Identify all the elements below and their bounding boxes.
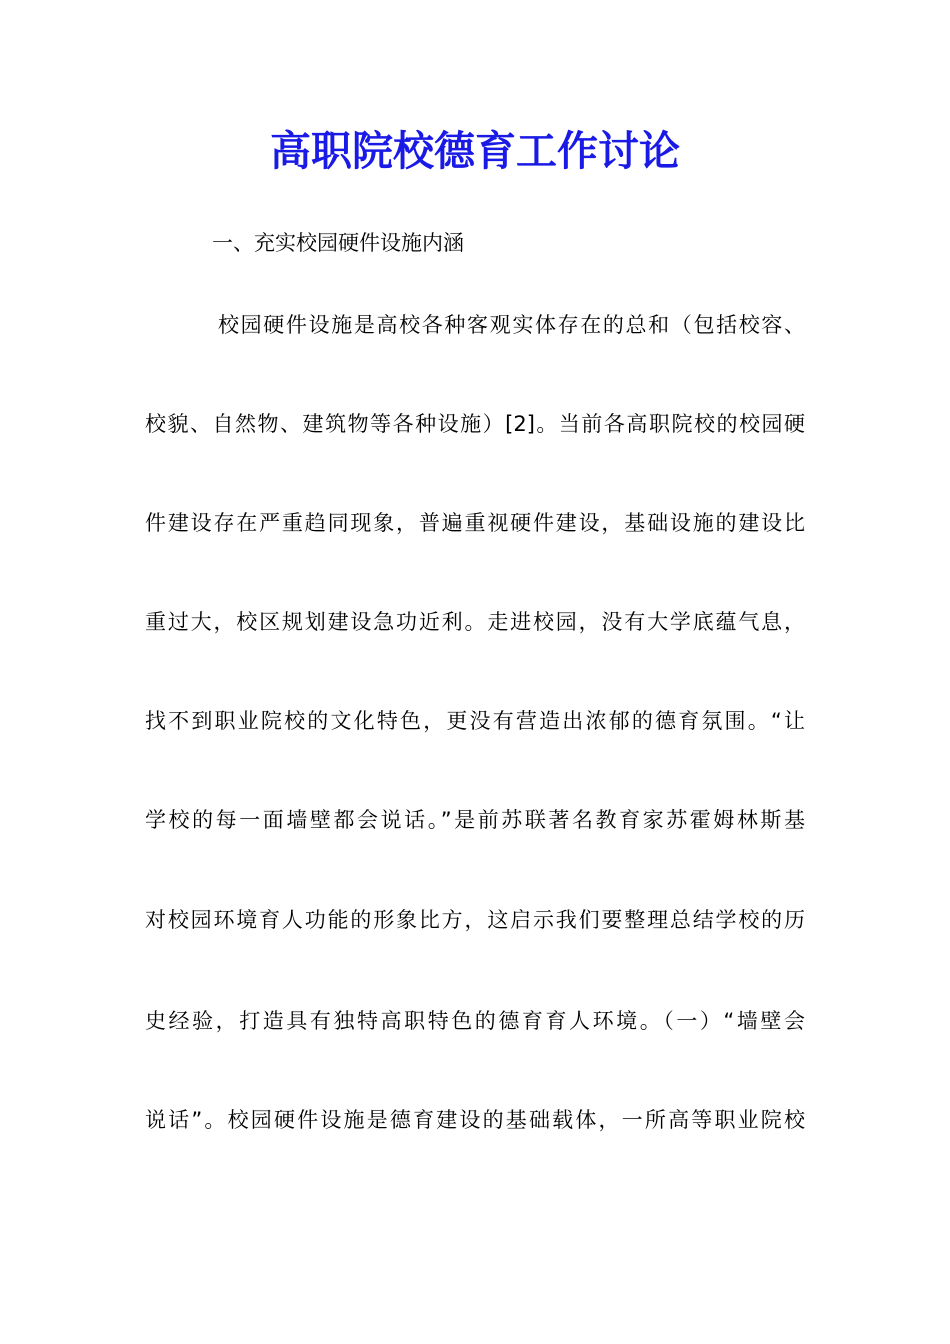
paragraph-line-4: 重过大，校区规划建设急功近利。走进校园，没有大学底蕴气息，: [145, 610, 805, 634]
paragraph-line-1: 校园硬件设施是高校各种客观实体存在的总和（包括校容、: [218, 313, 805, 337]
paragraph-line-7: 对校园环境育人功能的形象比方，这启示我们要整理总结学校的历: [145, 908, 805, 932]
paragraph-line-9: 说话”。校园硬件设施是德育建设的基础载体，一所高等职业院校: [145, 1108, 805, 1132]
paragraph-line-3: 件建设存在严重趋同现象，普遍重视硬件建设，基础设施的建设比: [145, 511, 805, 535]
paragraph-line-6: 学校的每一面墙壁都会说话。”是前苏联著名教育家苏霍姆林斯基: [145, 808, 805, 832]
page-title: 高职院校德育工作讨论: [270, 127, 680, 175]
paragraph-line-5: 找不到职业院校的文化特色，更没有营造出浓郁的德育氛围。“让: [145, 709, 805, 733]
paragraph-line-8: 史经验，打造具有独特高职特色的德育育人环境。（一）“墙壁会: [145, 1009, 805, 1033]
section-heading: 一、充实校园硬件设施内涵: [212, 231, 464, 255]
paragraph-line-2: 校貌、自然物、建筑物等各种设施）[2]。当前各高职院校的校园硬: [145, 412, 805, 436]
